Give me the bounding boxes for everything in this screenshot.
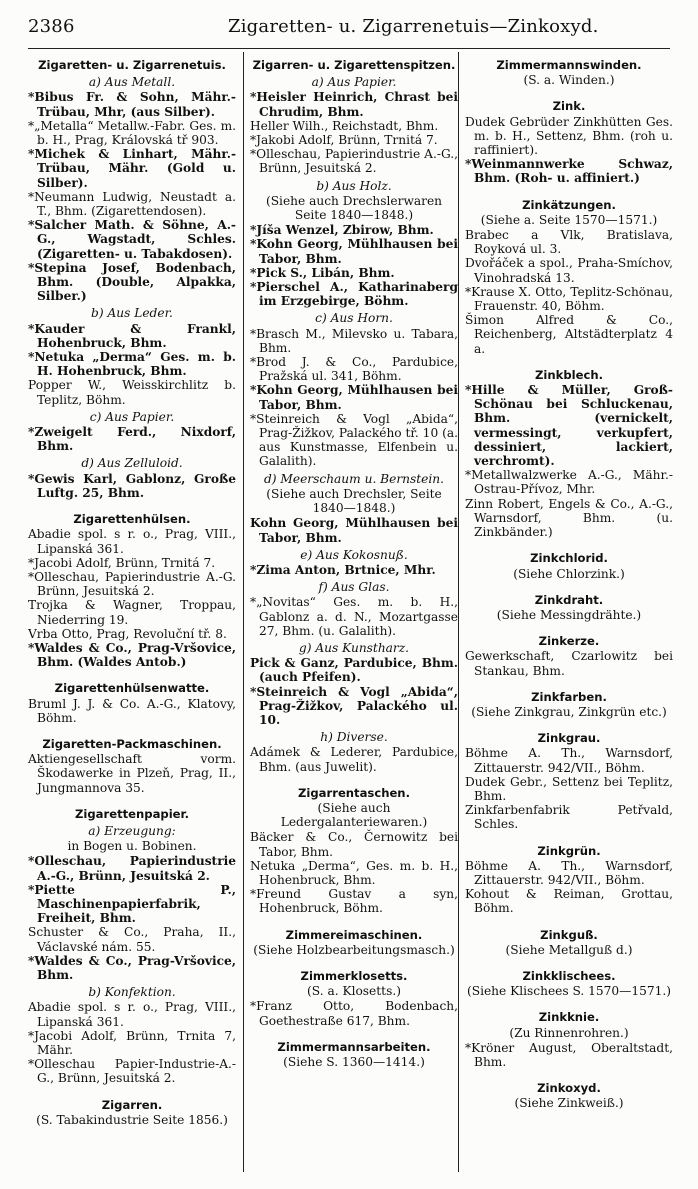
subsection-heading: b) Konfektion. bbox=[88, 985, 176, 1000]
page-number: 2386 bbox=[28, 16, 75, 37]
section-heading: Zinkguß. bbox=[540, 927, 598, 942]
cross-reference-note: (Siehe S. 1360—1414.) bbox=[283, 1055, 425, 1069]
directory-entry: *Kauder & Frankl, Hohenbruck, Bhm. bbox=[28, 321, 236, 350]
directory-entry: *Weinmannwerke Schwaz, Bhm. (Roh- u. affiniert.) bbox=[465, 157, 673, 186]
directory-entry: Trojka & Wagner, Troppau, Niederring 19. bbox=[28, 598, 236, 627]
cross-reference-note: (Zu Rinnenrohren.) bbox=[509, 1025, 629, 1040]
directory-entry: *Pick S., Libán, Bhm. bbox=[250, 265, 395, 280]
page-title: Zigaretten- u. Zigarrenetuis—Zinkoxyd. bbox=[228, 16, 599, 37]
subsection-heading: e) Aus Kokosnuß. bbox=[300, 547, 408, 562]
columns-container bbox=[28, 52, 673, 1180]
section-heading: Zinkätzungen. bbox=[522, 197, 616, 212]
cross-reference-note: (Siehe Holzbearbeitungsmasch.) bbox=[253, 942, 455, 957]
section-heading: Zinkgrün. bbox=[537, 843, 601, 858]
directory-entry: *Kohn Georg, Mühlhausen bei Tabor, Bhm. bbox=[250, 237, 458, 266]
directory-entry: Heller Wilh., Reichstadt, Bhm. bbox=[250, 118, 439, 133]
directory-entry: *Neumann Ludwig, Neustadt a. T., Bhm. (Zigarettendosen). bbox=[28, 189, 236, 219]
directory-entry: *Olleschau, Papierindustrie A.-G. Brünn, Jesuitská 2. bbox=[28, 569, 236, 599]
directory-entry: Aktiengesellschaft vorm. Škodawerke in Plzeň, Prag, II., Jungmannova 35. bbox=[28, 752, 236, 795]
directory-entry: *Zima Anton, Brtnice, Mhr. bbox=[250, 562, 436, 577]
directory-entry: Dvořáček a spol., Praha-Smíchov, Vinohradská 13. bbox=[465, 256, 673, 285]
directory-entry: Zinn Robert, Engels & Co., A.-G., Warnsdorf, Bhm. (u. Zinkbänder.) bbox=[465, 496, 673, 540]
directory-entry: *Brod J. & Co., Pardubice, Pražská ul. 341, Böhm. bbox=[250, 355, 458, 384]
column-right bbox=[465, 58, 673, 1112]
section-heading: Zinkknie. bbox=[538, 1010, 600, 1025]
section-heading: Zimmerklosetts. bbox=[300, 968, 408, 983]
directory-entry: Bäcker & Co., Černowitz bei Tabor, Bhm. bbox=[250, 830, 458, 859]
cross-reference-note: (Siehe auch Drechsler, Seite 1840—1848.) bbox=[266, 486, 442, 516]
directory-entry: *Jacobi Adolf, Brünn, Trnitá 7. bbox=[28, 555, 216, 570]
cross-reference-note: (S. a. Winden.) bbox=[523, 73, 615, 88]
directory-entry: Dudek Gebrüder Zinkhütten Ges. m. b. H., Settenz, Bhm. (roh u. raffiniert). bbox=[465, 114, 673, 158]
directory-entry: *Pierschel A., Katharinaberg im Erzgebirge, Böhm. bbox=[250, 280, 458, 309]
cross-reference-note: (Siehe Zinkweiß.) bbox=[514, 1096, 624, 1111]
directory-entry: *Olleschau, Papierindustrie A.-G., Brünn, Jesuitská 2. bbox=[250, 147, 458, 176]
column-divider bbox=[458, 52, 459, 1172]
section-heading: Zigarren- u. Zigarettenspitzen. bbox=[252, 58, 456, 72]
directory-entry: *Zweigelt Ferd., Nixdorf, Bhm. bbox=[28, 425, 236, 454]
subsection-heading: f) Aus Glas. bbox=[318, 580, 390, 595]
subsection-heading: b) Aus Holz. bbox=[316, 178, 392, 193]
section-heading: Zinkdraht. bbox=[534, 592, 604, 607]
directory-entry: Böhme A. Th., Warnsdorf, Zittauerstr. 942/VII., Böhm. bbox=[465, 746, 673, 775]
directory-entry: *Michek & Linhart, Mähr.-Trübau, Mähr. (Gold u. Silber). bbox=[28, 147, 236, 190]
directory-entry: Abadie spol. s r. o., Prag, VIII., Lipanská 361. bbox=[28, 1000, 236, 1029]
cross-reference-note: (S. a. Klosetts.) bbox=[307, 984, 401, 999]
directory-entry: *Waldes & Co., Prag-Vršovice, Bhm. (Waldes Antob.) bbox=[28, 640, 236, 670]
directory-entry: *Gewis Karl, Gablonz, Große Luftg. 25, Bhm. bbox=[28, 471, 236, 500]
subsection-heading: g) Aus Kunstharz. bbox=[298, 640, 410, 655]
cross-reference-note: (Siehe Zinkgrau, Zinkgrün etc.) bbox=[471, 704, 667, 719]
directory-entry: Kohn Georg, Mühlhausen bei Tabor, Bhm. bbox=[250, 516, 458, 545]
section-heading: Zinkklischees. bbox=[522, 968, 616, 983]
directory-entry: *Stepina Josef, Bodenbach, Bhm. (Double, Alpakka, Silber.) bbox=[28, 260, 236, 304]
subsection-heading: h) Diverse. bbox=[320, 730, 388, 745]
cross-reference-note: (Siehe auch Drechslerwaren Seite 1840—1848.) bbox=[265, 193, 443, 223]
section-heading: Zigaretten-Packmaschinen. bbox=[42, 736, 222, 751]
page-header bbox=[28, 16, 670, 42]
directory-entry: *Krause X. Otto, Teplitz-Schönau, Frauenstr. 40, Böhm. bbox=[465, 284, 673, 314]
directory-entry: Abadie spol. s r. o., Prag, VIII., Lipanská 361. bbox=[28, 527, 236, 556]
section-heading: Zigaretten- u. Zigarrenetuis. bbox=[38, 58, 226, 72]
cross-reference-note: (Siehe Messingdrähte.) bbox=[496, 607, 642, 622]
directory-entry: Gewerkschaft, Czarlowitz bei Stankau, Bhm. bbox=[465, 649, 673, 678]
column-divider bbox=[243, 52, 244, 1172]
directory-entry: *Olleschau, Papierindustrie A.-G., Brünn, Jesuitská 2. bbox=[28, 854, 236, 883]
directory-entry: *Heisler Heinrich, Chrast bei Chrudim, Bhm. bbox=[250, 90, 458, 119]
section-heading: Zimmermannsarbeiten. bbox=[277, 1039, 431, 1054]
directory-entry: Pick & Ganz, Pardubice, Bhm. (auch Pfeifen). bbox=[250, 656, 458, 685]
directory-entry: Adámek & Lederer, Pardubice, Bhm. (aus Juwelit). bbox=[250, 745, 458, 774]
directory-entry: *Jacobi Adolf, Brünn, Trnita 7, Mähr. bbox=[28, 1028, 236, 1057]
directory-entry: *Netuka „Derma“ Ges. m. b. H. Hohenbruck, Bhm. bbox=[28, 350, 236, 379]
directory-entry: *Franz Otto, Bodenbach, Goethestraße 617, Bhm. bbox=[250, 999, 458, 1028]
section-heading: Zinkgrau. bbox=[537, 731, 601, 746]
subsection-heading: a) Erzeugung: bbox=[88, 823, 176, 838]
cross-reference-note: in Bogen u. Bobinen. bbox=[67, 839, 197, 854]
directory-entry: Brabec a Vlk, Bratislava, Royková ul. 3. bbox=[465, 228, 673, 257]
directory-entry: *Waldes & Co., Prag-Vršovice, Bhm. bbox=[28, 953, 236, 982]
subsection-heading: c) Aus Horn. bbox=[315, 311, 393, 326]
directory-entry: *Olleschau Papier-Industrie-A.-G., Brünn, Jesuitská 2. bbox=[28, 1057, 236, 1086]
directory-entry: *Piette P., Maschinenpapierfabrik, Freiheit, Bhm. bbox=[28, 882, 236, 926]
section-heading: Zigarettenhülsen. bbox=[73, 512, 191, 527]
cross-reference-note: (Siehe Metallguß d.) bbox=[505, 942, 633, 957]
directory-entry: *Steinreich & Vogl „Abida“, Prag-Žižkov, Palackého tř. 10 (a. aus Kunstmasse, Elfenbein u. Galalith). bbox=[250, 411, 458, 469]
directory-entry: *„Novitas“ Ges. m. b. H., Gablonz a. d. N., Mozartgasse 27, Bhm. (u. Galalith). bbox=[250, 595, 458, 638]
directory-entry: *„Metalla“ Metallw.-Fabr. Ges. m. b. H., Prag, Královská tř 903. bbox=[28, 118, 236, 148]
directory-entry: Bruml J. J. & Co. A.-G., Klatovy, Böhm. bbox=[28, 696, 236, 725]
directory-entry: Vrba Otto, Prag, Revoluční tř. 8. bbox=[28, 626, 227, 641]
directory-entry: *Jíša Wenzel, Zbirow, Bhm. bbox=[250, 223, 434, 238]
column-left bbox=[28, 58, 236, 1128]
section-heading: Zigarrentaschen. bbox=[298, 785, 410, 800]
directory-entry: *Freund Gustav a syn, Hohenbruck, Böhm. bbox=[250, 887, 458, 916]
section-heading: Zimmermannswinden. bbox=[496, 58, 642, 72]
section-heading: Zinkblech. bbox=[534, 367, 603, 382]
directory-entry: *Hille & Müller, Groß-Schönau bei Schluckenau, Bhm. (vernickelt, vermessingt, verkupfert, dessiniert, lackiert, verchromt). bbox=[465, 383, 673, 469]
cross-reference-note: (S. Tabakindustrie Seite 1856.) bbox=[36, 1112, 228, 1127]
directory-entry: Zinkfarbenfabrik Petřvald, Schles. bbox=[465, 803, 673, 832]
directory-entry: Schuster & Co., Praha, II., Václavské nám. 55. bbox=[28, 925, 236, 954]
section-heading: Zinkoxyd. bbox=[537, 1081, 601, 1096]
section-heading: Zimmereimaschinen. bbox=[285, 927, 423, 942]
directory-entry: *Jakobi Adolf, Brünn, Trnitá 7. bbox=[250, 133, 438, 148]
section-heading: Zinkchlorid. bbox=[530, 551, 608, 566]
column-middle bbox=[250, 58, 458, 1070]
cross-reference-note: (Siehe Klischees S. 1570—1571.) bbox=[466, 984, 672, 999]
header-rule bbox=[28, 48, 670, 49]
directory-entry: Netuka „Derma“, Ges. m. b. H., Hohenbruck, Bhm. bbox=[250, 858, 458, 887]
section-heading: Zigarettenpapier. bbox=[74, 806, 189, 821]
section-heading: Zigarren. bbox=[101, 1097, 163, 1112]
subsection-heading: a) Aus Metall. bbox=[88, 75, 176, 90]
directory-entry: Popper W., Weisskirchlitz b. Teplitz, Böhm. bbox=[28, 378, 236, 407]
cross-reference-note: (Siehe a. Seite 1570—1571.) bbox=[480, 212, 658, 227]
directory-entry: *Salcher Math. & Söhne, A.-G., Wagstadt, Schles. (Zigaretten- u. Tabakdosen). bbox=[28, 218, 236, 261]
directory-entry: *Kröner August, Oberaltstadt, Bhm. bbox=[465, 1040, 673, 1069]
directory-entry: Böhme A. Th., Warnsdorf, Zittauerstr. 942/VII., Böhm. bbox=[465, 858, 673, 887]
directory-entry: *Kohn Georg, Mühlhausen bei Tabor, Bhm. bbox=[250, 383, 458, 412]
section-heading: Zinkfarben. bbox=[531, 689, 607, 704]
directory-entry: Dudek Gebr., Settenz bei Teplitz, Bhm. bbox=[465, 774, 673, 803]
directory-entry: *Steinreich & Vogl „Abida“, Prag-Žižkov, Palackého ul. 10. bbox=[250, 684, 458, 727]
cross-reference-note: (Siehe auch Ledergalanteriewaren.) bbox=[280, 800, 428, 830]
subsection-heading: c) Aus Papier. bbox=[89, 409, 175, 424]
subsection-heading: a) Aus Papier. bbox=[311, 75, 397, 90]
subsection-heading: d) Aus Zelluloid. bbox=[81, 456, 183, 471]
directory-entry: *Bibus Fr. & Sohn, Mähr.-Trübau, Mhr, (aus Silber). bbox=[28, 90, 236, 119]
directory-entry: *Brasch M., Milevsko u. Tabara, Bhm. bbox=[250, 326, 458, 355]
cross-reference-note: (Siehe Chlorzink.) bbox=[513, 566, 625, 581]
section-heading: Zinkerze. bbox=[538, 634, 600, 649]
section-heading: Zink. bbox=[552, 99, 586, 114]
subsection-heading: d) Meerschaum u. Bernstein. bbox=[263, 471, 445, 486]
section-heading: Zigarettenhülsenwatte. bbox=[54, 681, 210, 696]
directory-entry: Kohout & Reiman, Grottau, Böhm. bbox=[465, 887, 673, 916]
directory-entry: Šimon Alfred & Co., Reichenberg, Altstädterplatz 4 a. bbox=[465, 313, 673, 356]
directory-entry: *Metallwalzwerke A.-G., Mähr.-Ostrau-Přívoz, Mhr. bbox=[465, 468, 673, 497]
subsection-heading: b) Aus Leder. bbox=[91, 306, 173, 321]
